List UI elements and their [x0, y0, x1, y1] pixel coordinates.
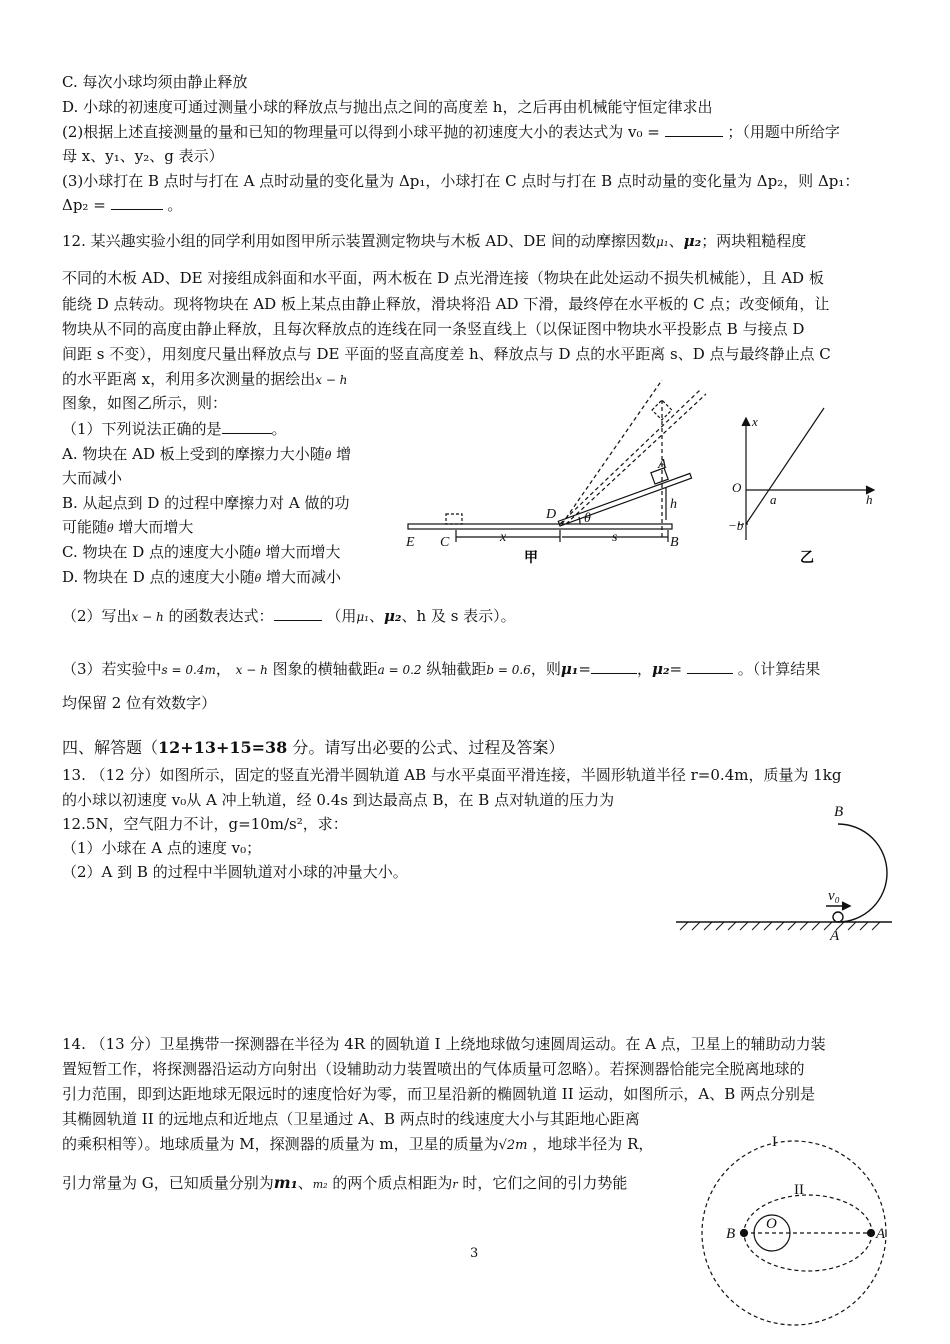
fig-label-h: h — [670, 497, 677, 512]
q14-line3: 引力范围，即到达距地球无限远时的速度恰好为零，而卫星沿新的椭圆轨道 II 运动，如图所示，A、B 两点分别是 — [62, 1085, 816, 1103]
fig-label-d: D — [546, 507, 557, 522]
fig-caption-yi: 乙 — [800, 551, 814, 566]
theta-arc — [579, 517, 580, 524]
q11-part2-line2: 母 x、y₁、y₂、g 表示） — [62, 147, 224, 165]
graph-label-a: a — [770, 492, 777, 507]
answer-blank[interactable] — [591, 659, 637, 674]
answer-blank[interactable] — [274, 606, 322, 621]
fig-label-theta: θ — [584, 511, 591, 526]
q12-figure — [400, 380, 900, 570]
graph-label-h: h — [866, 492, 873, 507]
q13-fig-label-a: A — [830, 928, 840, 944]
q14-line5: 的乘积相等）。地球质量为 M，探测器的质量为 m，卫星的质量为√2m ，地球半径为 R， — [62, 1135, 654, 1153]
graph-label-x: x — [752, 414, 758, 429]
q11-part2-line1: (2)根据上述直接测量的量和已知的物理量可以得到小球平抛的初速度大小的表达式为 v₀ = ；（用题中所给字 — [62, 123, 840, 141]
q11-option-d: D. 小球的初速度可通过测量小球的释放点与抛出点之间的高度差 h，之后再由机械能守恒定律求出 — [62, 98, 713, 116]
q12-sub2: （2）写出x − h 的函数表达式： （用μ₁、μ₂、h 及 s 表示）。 — [62, 607, 516, 625]
fig-label-b: B — [670, 535, 679, 550]
q14-fig-label-i: I — [772, 1134, 777, 1150]
q13-fig-label-b: B — [834, 804, 844, 820]
q13-line5: （2）A 到 B 的过程中半圆轨道对小球的冲量大小。 — [62, 863, 408, 881]
q12-option-c: C. 物块在 D 点的速度大小随θ 增大而增大 — [62, 543, 341, 561]
q14-line4: 其椭圆轨道 II 的远地点和近地点（卫星通过 A、B 两点时的线速度大小与其距地心距离 — [62, 1110, 640, 1128]
q13-figure — [670, 796, 900, 946]
dashed-incline-1 — [560, 390, 700, 524]
q12-option-a-line2: 大而减小 — [62, 469, 123, 487]
graph-label-o: O — [732, 480, 742, 495]
answer-blank[interactable] — [665, 122, 723, 137]
q14-line1: 14. （13 分）卫星携带一探测器在半径为 4R 的圆轨道 I 上绕地球做匀速圆周运动。在 A 点，卫星上的辅助动力装 — [62, 1035, 826, 1053]
q13-line4: （1）小球在 A 点的速度 v₀； — [62, 839, 262, 857]
fig-label-a: A — [658, 457, 667, 472]
block-at-c — [446, 514, 462, 524]
q14-fig-label-a: A — [876, 1226, 886, 1242]
q12-option-b-line2: 可能随θ 增大而增大 — [62, 518, 194, 536]
page-number: 3 — [470, 1246, 479, 1261]
dashed-incline-3 — [562, 380, 662, 524]
q14-line2: 置短暂工作，将探测器沿运动方向射出（设辅助动力装置喷出的气体质量可忽略）。若探测器恰能完全脱离地球的 — [62, 1060, 805, 1078]
q12-sub1: （1）下列说法正确的是 。 — [62, 420, 287, 438]
point-b — [741, 1230, 748, 1237]
q12-line7: 图象，如图乙所示，则： — [62, 394, 228, 412]
fig-label-c: C — [440, 535, 450, 550]
q12-option-d: D. 物块在 D 点的速度大小随θ 增大而减小 — [62, 568, 342, 586]
q12-sub3: （3）若实验中s = 0.4m， x − h 图象的横轴截距a = 0.2 纵轴截距b = 0.6，则μ₁= ，μ₂= 。（计算结果 — [62, 660, 821, 678]
q11-option-c: C. 每次小球均须由静止释放 — [62, 73, 248, 91]
q12-line4: 物块从不同的高度由静止释放，且每次释放点的连线在同一条竖直线上（以保证图中物块水平投影点 B 与接点 D — [62, 320, 805, 338]
q12-sub3-line2: 均保留 2 位有效数字） — [62, 694, 217, 712]
ball — [833, 912, 843, 922]
q13-line3: 12.5N，空气阻力不计，g=10m/s²，求： — [62, 815, 348, 833]
q11-part3-line2: Δp₂ = 。 — [62, 196, 183, 214]
q13-line2: 的小球以初速度 v₀从 A 冲上轨道，经 0.4s 到达最高点 B，在 B 点对轨道的压力为 — [62, 791, 615, 809]
board-de — [408, 524, 672, 529]
graph-label-negb: −b — [728, 518, 744, 533]
q14-fig-label-ii: II — [794, 1182, 804, 1198]
q14-figure — [690, 1130, 890, 1330]
q11-part3-line1: (3)小球打在 B 点时与打在 A 点时动量的变化量为 Δp₁，小球打在 C 点时与打在 B 点时动量的变化量为 Δp₂，则 Δp₁： — [62, 172, 860, 190]
fig-label-x: x — [500, 530, 507, 545]
fig-caption-jia: 甲 — [524, 551, 538, 566]
fig-label-e: E — [406, 535, 415, 550]
q12-option-a-line1: A. 物块在 AD 板上受到的摩擦力大小随θ 增 — [62, 445, 352, 463]
fig-label-s: s — [612, 530, 618, 545]
section-4-title: 四、解答题（12+13+15=38 分。请写出必要的公式、过程及答案） — [62, 738, 565, 757]
q12-line3: 能绕 D 点转动。现将物块在 AD 板上某点由静止释放，滑块将沿 AD 下滑，最终停在水平板的 C 点；改变倾角，让 — [62, 295, 830, 313]
q12-line1: 12. 某兴趣实验小组的同学利用如图甲所示装置测定物块与木板 AD、DE 间的动摩擦因数μ₁、μ₂；两块粗糙程度 — [62, 232, 807, 250]
answer-blank[interactable] — [111, 195, 163, 210]
q14-line6: 引力常量为 G，已知质量分别为m₁、m₂ 的两个质点相距为r 时，它们之间的引力势能 — [62, 1173, 628, 1192]
q13-line1: 13. （12 分）如图所示，固定的竖直光滑半圆轨道 AB 与水平桌面平滑连接，半圆形轨道半径 r=0.4m，质量为 1kg — [62, 766, 842, 784]
q12-line6: 的水平距离 x，利用多次测量的据绘出x − h — [62, 370, 348, 388]
q14-fig-label-o: O — [766, 1216, 777, 1232]
answer-blank[interactable] — [222, 419, 272, 434]
q12-line5: 间距 s 不变），用刻度尺量出释放点与 DE 平面的竖直高度差 h、释放点与 D 点的水平距离 s、D 点与最终静止点 C — [62, 345, 831, 363]
q14-fig-label-b: B — [726, 1226, 736, 1242]
point-a — [868, 1230, 875, 1237]
dashed-incline-2 — [566, 394, 706, 524]
q13-fig-label-v0: v₀ — [828, 888, 840, 904]
q12-option-b-line1: B. 从起点到 D 的过程中摩擦力对 A 做的功 — [62, 494, 350, 512]
answer-blank[interactable] — [687, 659, 733, 674]
q12-line2: 不同的木板 AD、DE 对接组成斜面和水平面，两木板在 D 点光滑连接（物块在此处运动不损失机械能），且 AD 板 — [62, 269, 824, 287]
